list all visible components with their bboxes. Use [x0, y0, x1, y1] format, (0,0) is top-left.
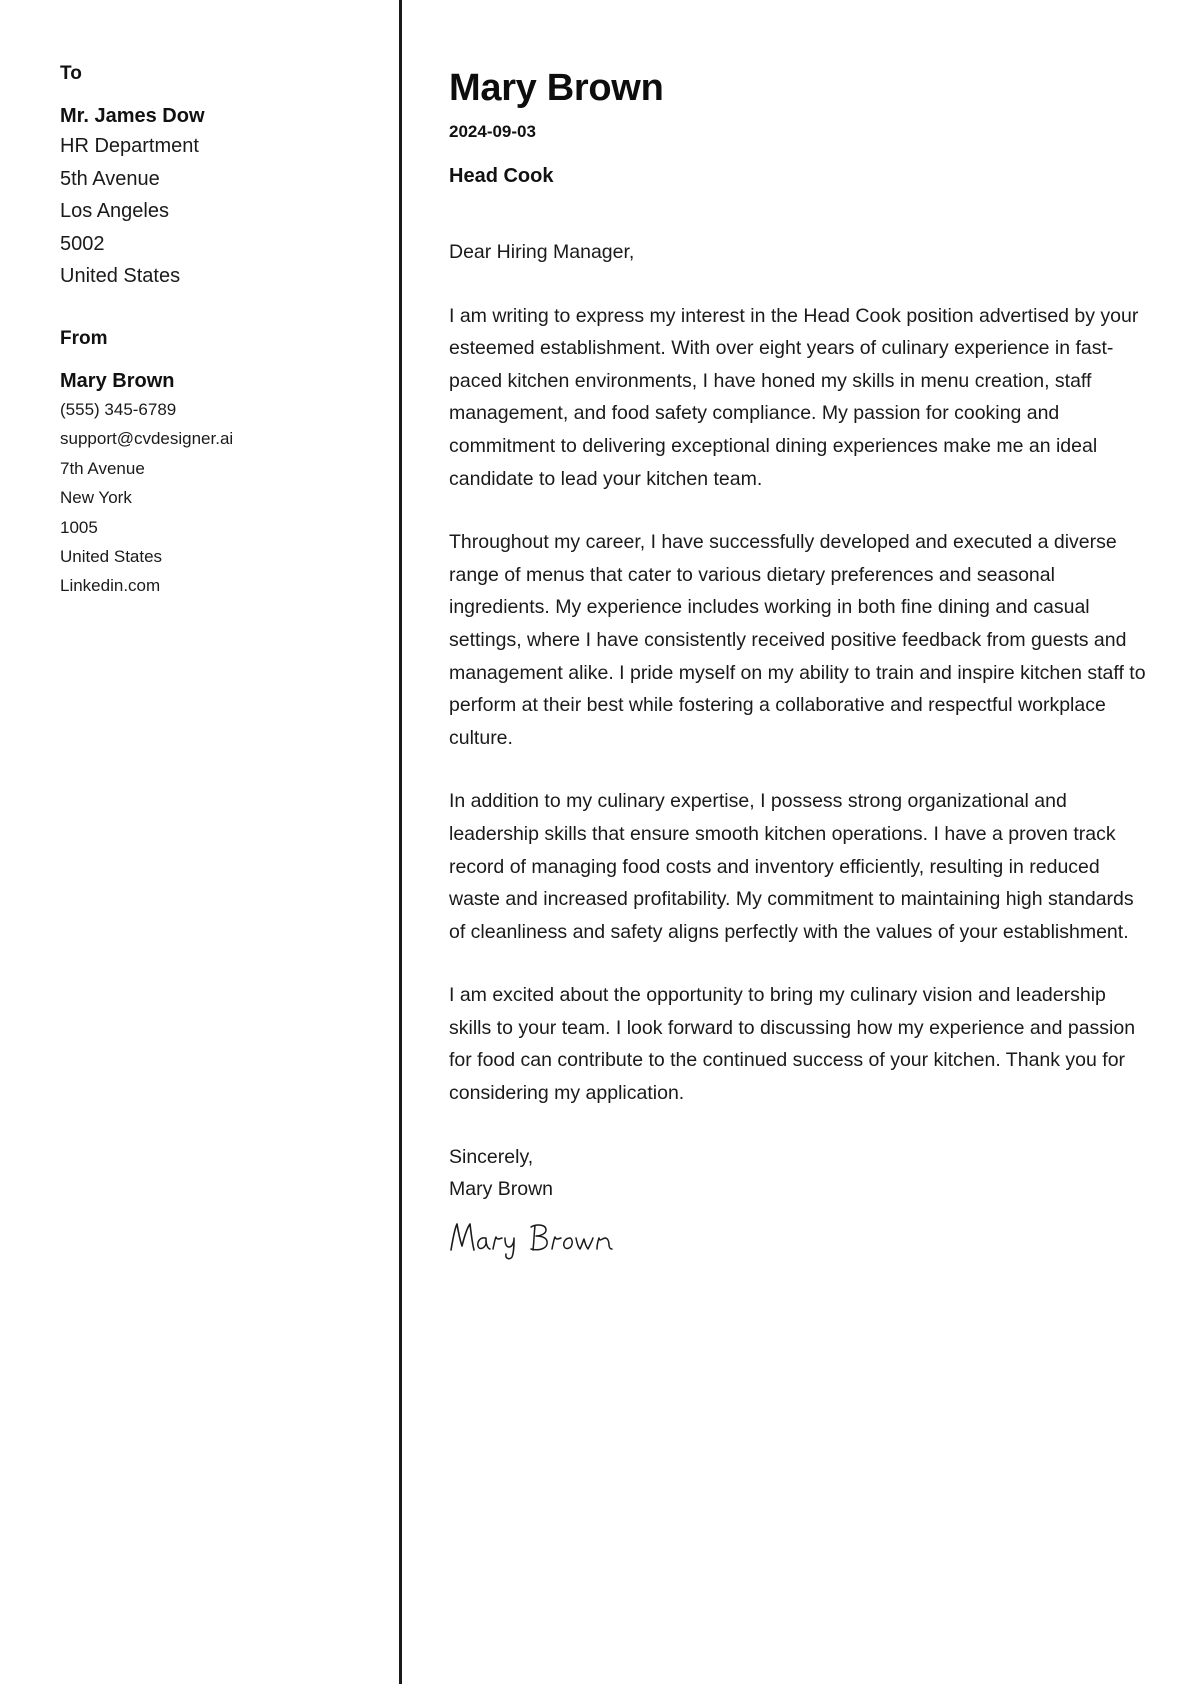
body-paragraph-3: In addition to my culinary expertise, I possess strong organizational and leadership skills that ensure smooth kitchen operations. I have a proven track record of managing food costs and inventory efficiently, resulting in reduced waste and increased profitability. My commitment to maintaining high standards of cleanliness and safety aligns perfectly with the values of your establishment.: [449, 790, 1134, 943]
salutation: Dear Hiring Manager,: [449, 241, 635, 263]
from-label: From: [60, 327, 108, 349]
recipient-city: Los Angeles: [60, 200, 169, 223]
letter-body: [449, 62, 1149, 1260]
sender-zip: 1005: [60, 517, 98, 537]
recipient-name: Mr. James Dow: [60, 105, 205, 127]
applicant-name: Mary Brown: [449, 67, 664, 109]
handwritten-signature: [449, 1216, 619, 1260]
body-paragraph-1: I am writing to express my interest in the Head Cook position advertised by your esteemed establishment. With over eight years of culinary experience in fast-paced kitchen environments, I have honed my skills in menu creation, staff management, and food safety compliance. My passion for cooking and commitment to delivering exceptional dining experiences make me an ideal candidate to lead your kitchen team.: [449, 304, 1139, 490]
position-title: Head Cook: [449, 165, 554, 187]
closing: Sincerely,: [449, 1145, 534, 1168]
body-paragraph-4: I am excited about the opportunity to bring my culinary vision and leadership skills to your team. I look forward to discussing how my experience and passion for food can contribute to the continued success of your kitchen. Thank you for considering my application.: [449, 984, 1136, 1105]
sender-city: New York: [60, 488, 132, 508]
sender-name: Mary Brown: [60, 369, 175, 392]
sender-email: support@cvdesigner.ai: [60, 429, 234, 449]
recipient-department: HR Department: [60, 135, 199, 157]
recipient-country: United States: [60, 265, 181, 288]
recipient-street: 5th Avenue: [60, 167, 160, 190]
to-label: To: [60, 63, 82, 84]
sender-street: 7th Avenue: [60, 458, 145, 478]
contact-sidebar: [0, 0, 400, 1684]
sender-country: United States: [60, 547, 163, 566]
signature-name: Mary Brown: [449, 1178, 554, 1201]
sender-phone: (555) 345-6789: [60, 399, 177, 419]
body-paragraph-2: Throughout my career, I have successfully developed and executed a diverse range of menus that cater to various dietary preferences and seasonal ingredients. My experience includes working in both fine dining and casual settings, where I have consistently received positive feedback from guests and management alike. I pride myself on my ability to train and inspire kitchen staff to perform at their best while fostering a collaborative and respectful workplace culture.: [449, 531, 1146, 749]
sender-website: Linkedin.com: [60, 576, 161, 596]
letter-date: 2024-09-03: [449, 122, 536, 141]
recipient-zip: 5002: [60, 232, 105, 255]
sender-details: [60, 395, 400, 601]
recipient-address: [60, 130, 400, 293]
vertical-divider: [399, 0, 402, 1684]
